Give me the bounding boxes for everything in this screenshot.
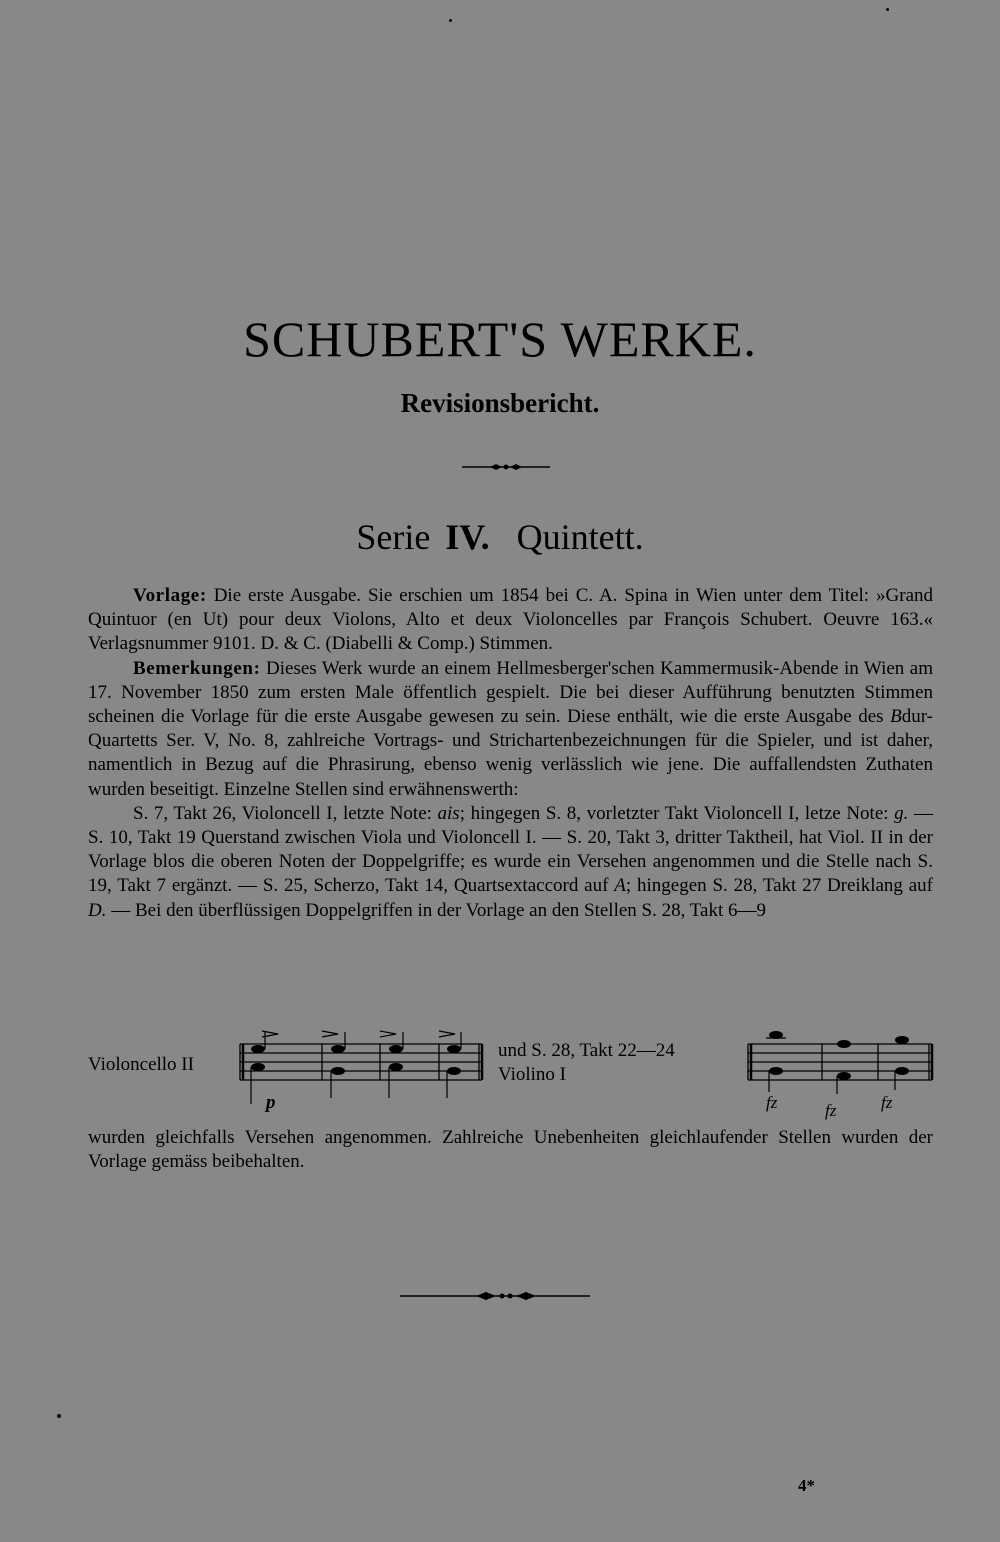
vorlage-label: Vorlage:: [133, 585, 207, 606]
stellen-paragraph: [88, 802, 933, 923]
page-number: 4*: [798, 1476, 815, 1495]
series-heading: [0, 516, 1000, 558]
closing-text: wurden gleichfalls Versehen angenommen. Zahlreiche Unebenheiten gleichlaufender Stellen wurden der Vorlage gemäss beibehalten.: [88, 1127, 933, 1173]
series-number: IV.: [445, 517, 490, 557]
music-caption-line1: und S. 28, Takt 22—24: [498, 1040, 675, 1061]
dynamic-marking: fz: [766, 1093, 778, 1112]
note-name: D.: [88, 899, 107, 921]
stellen-text: ; hingegen S. 28, Takt 27 Dreiklang auf: [625, 875, 934, 897]
ornament-divider: [398, 1290, 592, 1302]
bemerkungen-text: Dieses Werk wurde an einem Hellmesberger'schen Kammermusik-Abende in Wien am 17. November 1850 zum ersten Male öffentlich gespielt. Die bei dieser Aufführung benutzten Stimmen scheinen die Vorlage für die erste Ausgabe gewesen zu sein. Diese enthält, wie die erste Ausgabe des: [88, 657, 934, 728]
dynamic-marking: p: [266, 1092, 276, 1113]
bemerkungen-label: Bemerkungen:: [133, 657, 261, 679]
dynamic-marking: fz: [881, 1093, 893, 1112]
dynamic-marking: fz: [825, 1101, 837, 1120]
note-name: A: [614, 875, 626, 897]
page-subtitle: Revisionsbericht.: [400, 388, 600, 418]
note-name: g.: [894, 802, 909, 824]
speck: [449, 19, 452, 22]
ornament-divider: [460, 462, 552, 472]
speck: [57, 1414, 61, 1418]
music-example-violino: [742, 1026, 934, 1096]
speck: [886, 8, 889, 11]
bemerkungen-paragraph: [88, 657, 933, 802]
note-name: ais: [437, 802, 460, 824]
key-name: B: [890, 706, 902, 728]
vorlage-text: Die erste Ausgabe. Sie erschien um 1854 bei C. A. Spina in Wien unter dem Titel: »Grand Quintuor (en Ut) pour deux Violons, Alto et deux Violoncelles par François Schubert. Oeuvre 163.« Verlagsnummer 9101. D. & C. (Diabelli & Comp.) Stimmen.: [88, 585, 933, 655]
closing-paragraph: [88, 1126, 933, 1174]
vorlage-paragraph: [88, 584, 933, 657]
stellen-text: S. 7, Takt 26, Violoncell I, letzte Note:: [133, 802, 432, 824]
violoncello-label: Violoncello II: [88, 1054, 194, 1075]
report-body: [88, 584, 933, 923]
stellen-text: ; hingegen S. 8, vorletzter Takt Violoncell I, letze Note:: [459, 802, 889, 824]
music-caption-line2: Violino I: [498, 1064, 566, 1085]
series-name: Quintett.: [516, 517, 644, 557]
bemerkungen-text-cont: dur-Quartetts Ser. V, No. 8, zahlreiche Vortrags- und Strichartenbezeichnungen für die Spieler, und ist daher, namentlich in Bezug auf die Phrasirung, ebenso wenig verlässlich wie jene. Die auffallendsten Zuthaten wurden beseitigt. Einzelne Stellen sind erwähnenswerth:: [88, 706, 933, 800]
stellen-text: — Bei den überflüssigen Doppelgriffen in der Vorlage an den Stellen S. 28, Takt 6—9: [111, 899, 766, 921]
series-label: Serie: [356, 517, 431, 557]
page-title: SCHUBERT'S WERKE.: [243, 311, 757, 367]
stellen-text: — S. 10, Takt 19 Querstand zwischen Viola und Violoncell I. — S. 20, Takt 3, dritter Taktheil, hat Viol. II in der Vorlage blos die oberen Noten der Doppelgriffe; es wurde ein Versehen angenommen und die Stelle nach S. 19, Takt 7 ergänzt. — S. 25, Scherzo, Takt 14, Quartsextaccord auf: [88, 802, 934, 897]
